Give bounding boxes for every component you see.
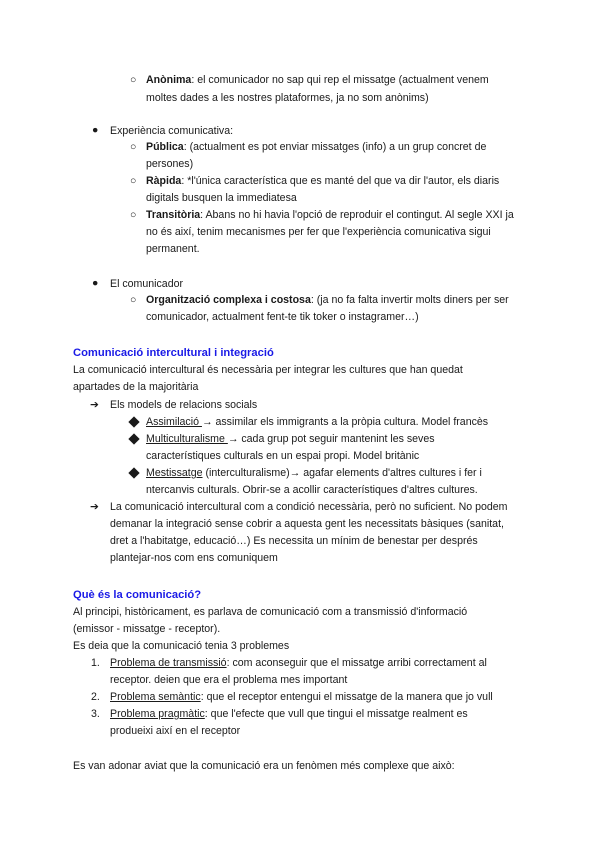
list-item-continuation: permanent. bbox=[146, 243, 200, 255]
list-item: Problema pragmàtic: que l'efecte que vull que tingui el missatge realment es bbox=[110, 708, 468, 720]
paragraph-line: Es van adonar aviat que la comunicació era un fenòmen més complexe que això: bbox=[73, 760, 455, 772]
list-item-continuation: no és així, tenim mecanismes per fer que l'experiència comunicativa sigui bbox=[146, 226, 491, 238]
list-item: Anònima: el comunicador no sap qui rep el missatge (actualment venem bbox=[146, 74, 489, 86]
list-item-title: El comunicador bbox=[110, 278, 184, 290]
list-item: Ràpida: *l'única característica que es manté del que va dir l'autor, els diaris bbox=[146, 175, 500, 187]
hollow-circle-bullet-icon: ○ bbox=[130, 294, 137, 306]
list-item-title: Experiència comunicativa: bbox=[110, 125, 234, 137]
list-item-continuation: plantejar-nos com ens comuniquem bbox=[110, 552, 278, 564]
arrow-bullet-icon: ➔ bbox=[90, 501, 99, 513]
hollow-circle-bullet-icon: ○ bbox=[130, 74, 137, 86]
list-item-continuation: demanar la integració sense cobrir a aquesta gent les necessitats bàsiques (sanitat, bbox=[110, 518, 504, 530]
diamond-bullet-icon bbox=[130, 465, 138, 483]
list-number: 3. bbox=[91, 708, 100, 720]
section-heading: Què és la comunicació? bbox=[73, 589, 202, 601]
list-item-continuation: característiques culturals en un espai propi. Model britànic bbox=[146, 450, 420, 462]
filled-circle-bullet-icon: ● bbox=[92, 124, 99, 136]
list-item: Pública: (actualment es pot enviar missatges (info) a un grup concret de bbox=[146, 141, 487, 153]
list-item: Multiculturalisme → cada grup pot seguir mantenint les seves bbox=[146, 433, 435, 445]
list-item: Organització complexa i costosa: (ja no fa falta invertir molts diners per ser bbox=[146, 294, 509, 306]
list-item: Assimilació → assimilar els immigrants a la pròpia cultura. Model francès bbox=[146, 416, 489, 428]
list-item-continuation: comunicador, actualment fent-te tik toker o instagramer…) bbox=[146, 311, 419, 323]
list-item: Mestissatge (interculturalisme)→ agafar elements d'altres cultures i fer i bbox=[146, 467, 482, 479]
paragraph-line: (emissor - missatge - receptor). bbox=[73, 623, 221, 635]
section-heading: Comunicació intercultural i integració bbox=[73, 347, 274, 359]
list-item-continuation: receptor. deien que era el problema mes important bbox=[110, 674, 348, 686]
list-item-continuation: produeixi així en el receptor bbox=[110, 725, 241, 737]
hollow-circle-bullet-icon: ○ bbox=[130, 141, 137, 153]
diamond-bullet-icon bbox=[130, 431, 138, 449]
list-number: 1. bbox=[91, 657, 100, 669]
list-item: Problema de transmissió: com aconseguir que el missatge arribi correctament al bbox=[110, 657, 487, 669]
list-item: Els models de relacions socials bbox=[110, 399, 258, 411]
diamond-bullet-icon bbox=[130, 414, 138, 432]
list-item-continuation: moltes dades a les nostres plataformes, ja no som anònims) bbox=[146, 92, 429, 104]
arrow-bullet-icon: ➔ bbox=[90, 399, 99, 411]
paragraph-line: Al principi, històricament, es parlava de comunicació com a transmissió d'informació bbox=[73, 606, 468, 618]
list-item-continuation: dret a l'habitatge, educació…) Es necessita un mínim de benestar per després bbox=[110, 535, 478, 547]
list-item: Problema semàntic: que el receptor entengui el missatge de la manera que jo vull bbox=[110, 691, 493, 703]
list-item-continuation: digitals busquen la immediatesa bbox=[146, 192, 297, 204]
paragraph-line: Es deia que la comunicació tenia 3 problemes bbox=[73, 640, 290, 652]
paragraph-line: apartades de la majoritària bbox=[73, 381, 199, 393]
hollow-circle-bullet-icon: ○ bbox=[130, 175, 137, 187]
list-item-continuation: ntercanvis culturals. Obrir-se a acollir característiques d'altres cultures. bbox=[146, 484, 478, 496]
list-number: 2. bbox=[91, 691, 100, 703]
list-item: Transitòria: Abans no hi havia l'opció de reproduir el contingut. Al segle XXI ja bbox=[146, 209, 514, 221]
list-item-continuation: persones) bbox=[146, 158, 194, 170]
hollow-circle-bullet-icon: ○ bbox=[130, 209, 137, 221]
paragraph-line: La comunicació intercultural és necessària per integrar les cultures que han quedat bbox=[73, 364, 463, 376]
filled-circle-bullet-icon: ● bbox=[92, 277, 99, 289]
list-item: La comunicació intercultural com a condició necessària, però no suficient. No podem bbox=[110, 501, 508, 513]
